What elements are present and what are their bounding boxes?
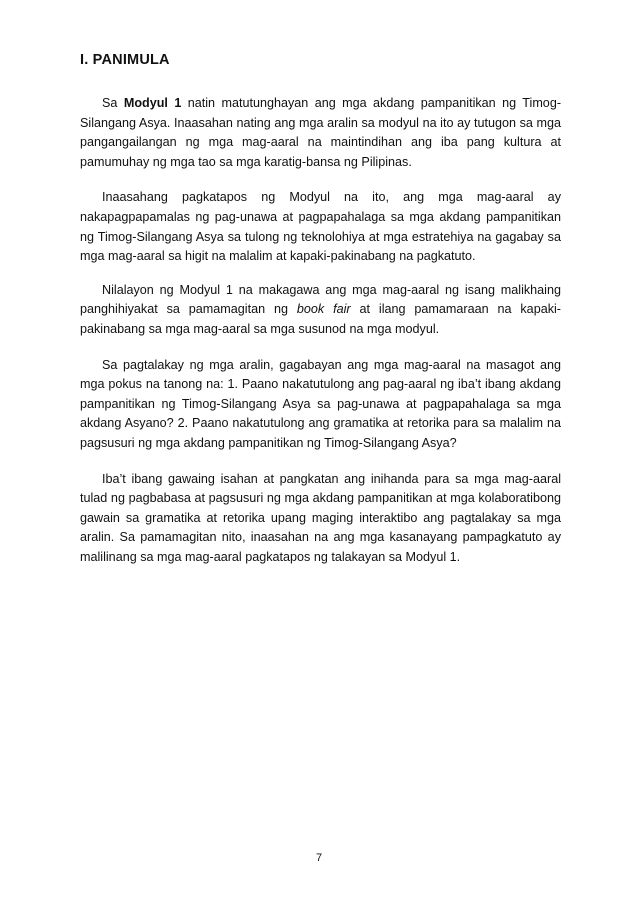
paragraph-intro-lead: Sa — [102, 96, 124, 110]
paragraph-objective — [80, 281, 561, 340]
paragraph-focus-questions: Sa pagtalakay ng mga aralin, gagabayan ang mga mag-aaral na masagot ang mga pokus na tanong na: 1. Paano nakatutulong ang pag-aaral ng iba’t ibang akdang pampanitikan ng Timog-Silangang Asya sa pag-unawa at pagpapahalaga sa mga akdang Asyano? 2. Paano nakatutulong ang gramatika at retorika para sa malalim na pagsusuri ng mga akdang pampanitikan ng Timog-Silangang Asya? — [80, 357, 561, 450]
paragraph-intro — [80, 94, 561, 172]
paragraph-expectations: Inaasahang pagkatapos ng Modyul na ito, ang mga mag-aaral ay nakapagpapamalas ng pag-unawa at pagpapahalaga sa mga akdang pampanitikan ng Timog-Silangang Asya sa tulong ng teknolohiya at mga estratehiya na gagabay sa mga mag-aaral sa higit na malalim at kapaki-pakinabang na pagkatuto. — [80, 190, 561, 264]
module-name-bold: Modyul 1 — [123, 96, 182, 110]
book-fair-italic: book fair — [296, 302, 351, 317]
paragraph-objective-lead: Nilalayon ng Modyul 1 na makagawa ang mga mag-aaral ng isang malikhaing panghihiyakat sa pamamagitan ng — [80, 282, 561, 317]
section-heading: I. PANIMULA — [80, 52, 170, 68]
body-text — [80, 94, 561, 583]
paragraph-activities: Iba’t ibang gawaing isahan at pangkatan ang inihanda para sa mga mag-aaral tulad ng pagbabasa at pagsusuri ng mga akdang pampanitikan at mga kolaboratibong gawain sa gramatika at retorika upang maging interaktibo ang pagtalakay sa mga aralin. Sa pamamagitan nito, inaasahan na ang mga kasanayang pampagkatuto ay malilinang sa mga mag-aaral pagkatapos ng talakayan sa Modyul 1. — [80, 471, 561, 564]
paragraph-objective-rest: at ilang pamamaraan na kapaki-pakinabang sa mga mag-aaral sa mga susunod na mga modyul. — [80, 302, 561, 336]
page-number: 7 — [315, 852, 323, 864]
paragraph-intro-rest: natin matutunghayan ang mga akdang pampanitikan ng Timog-Silangang Asya. Inaasahan nating ang mga aralin sa modyul na ito ay tutugon sa mga pangangailangan ng mga mag-aaral na maintindihan ang iba pang kultura at pamumuhay ng mga tao sa mga karatig-bansa ng Pilipinas. — [80, 96, 562, 169]
